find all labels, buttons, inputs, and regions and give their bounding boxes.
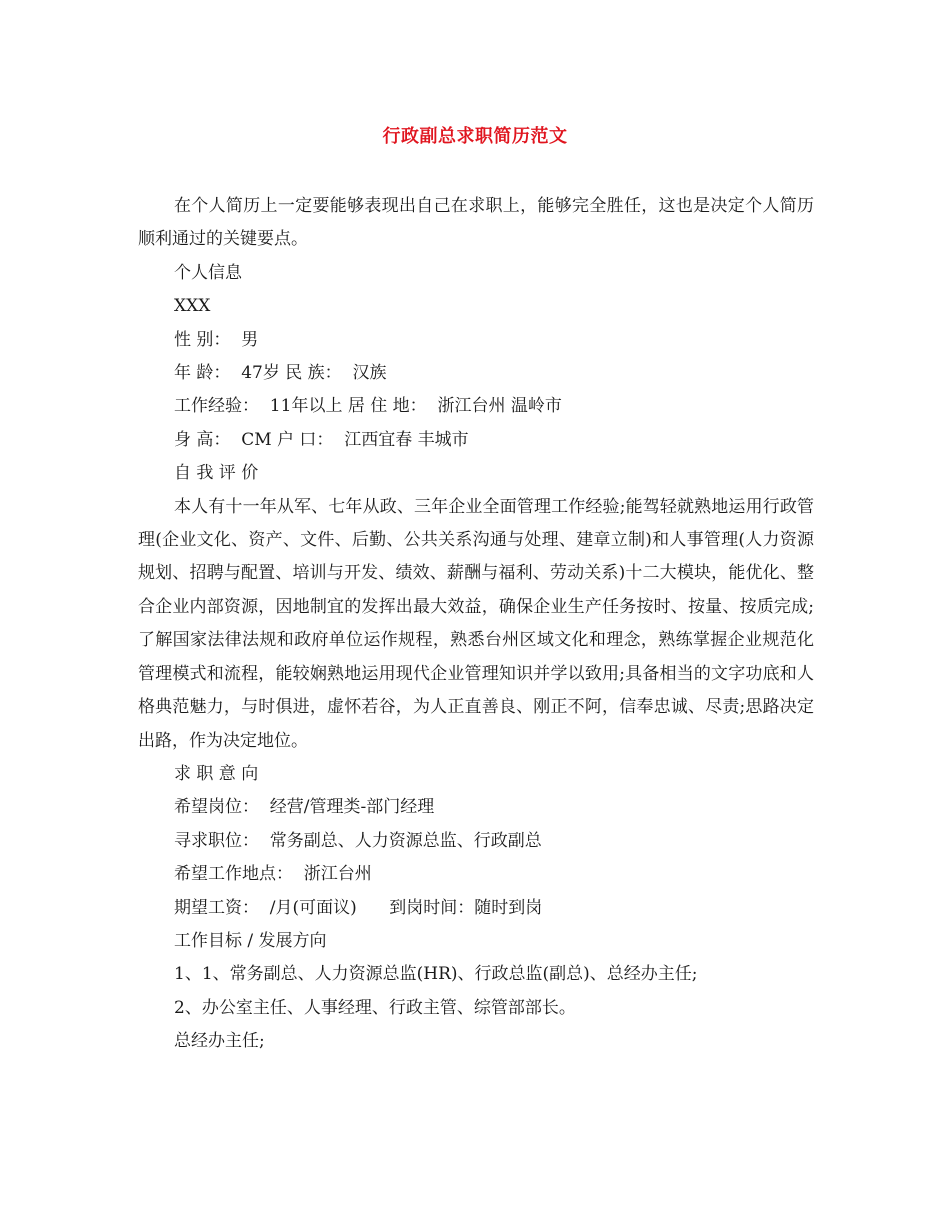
document-title: 行政副总求职简历范文	[382, 126, 568, 147]
age-line: 年 龄： 47岁 民 族： 汉族	[174, 363, 387, 384]
name-line: XXX	[174, 296, 211, 317]
height-line: 身 高： CM 户 口： 江西宜春 丰城市	[174, 429, 469, 450]
gender-line: 性 别： 男	[174, 329, 259, 350]
self-eval-paragraph: 本人有十一年从军、七年从政、三年企业全面管理工作经验;能驾轻就熟地运用行政管理(企业文化、资产、文件、后勤、公共关系沟通与处理、建章立制)和人事管理(人力资源规划、招聘与配置、培训与开发、绩效、薪酬与福利、劳动关系)十二大模块，能优化、整合企业内部资源，因地制宜的发挥出最大效益，确保企业生产任务按时、按量、按质完成;了解国家法律法规和政府单位运作规程，熟悉台州区域文化和理念，熟练掌握企业规范化管理模式和流程，能较娴熟地运用现代企业管理知识并学以致用;具备相当的文字功底和人格典范魅力，与时俱进，虚怀若谷，为人正直善良、刚正不阿，信奉忠诚、尽责;思路决定出路，作为决定地位。	[138, 496, 814, 751]
desired-position-line: 希望岗位： 经营/管理类-部门经理	[174, 797, 435, 818]
self-eval-heading: 自 我 评 价	[174, 463, 259, 484]
salary-line: 期望工资： /月(可面议) 到岗时间：随时到岗	[174, 897, 543, 918]
desired-location-line: 希望工作地点： 浙江台州	[174, 864, 372, 885]
experience-line: 工作经验： 11年以上 居 住 地： 浙江台州 温岭市	[174, 396, 562, 417]
personal-info-heading: 个人信息	[174, 262, 242, 283]
intro-paragraph: 在个人简历上一定要能够表现出自己在求职上，能够完全胜任，这也是决定个人简历顺利通过的关键要点。	[138, 196, 814, 250]
goal-item: 2、办公室主任、人事经理、行政主管、综管部部长。	[174, 997, 576, 1018]
seeking-position-line: 寻求职位： 常务副总、人力资源总监、行政副总	[174, 830, 542, 851]
document-body	[138, 190, 814, 1059]
goals-heading: 工作目标 / 发展方向	[174, 930, 327, 951]
goal-item: 1、1、常务副总、人力资源总监(HR)、行政总监(副总)、总经办主任;	[174, 964, 698, 985]
job-intent-heading: 求 职 意 向	[174, 763, 259, 784]
goal-item: 总经办主任;	[174, 1031, 265, 1052]
